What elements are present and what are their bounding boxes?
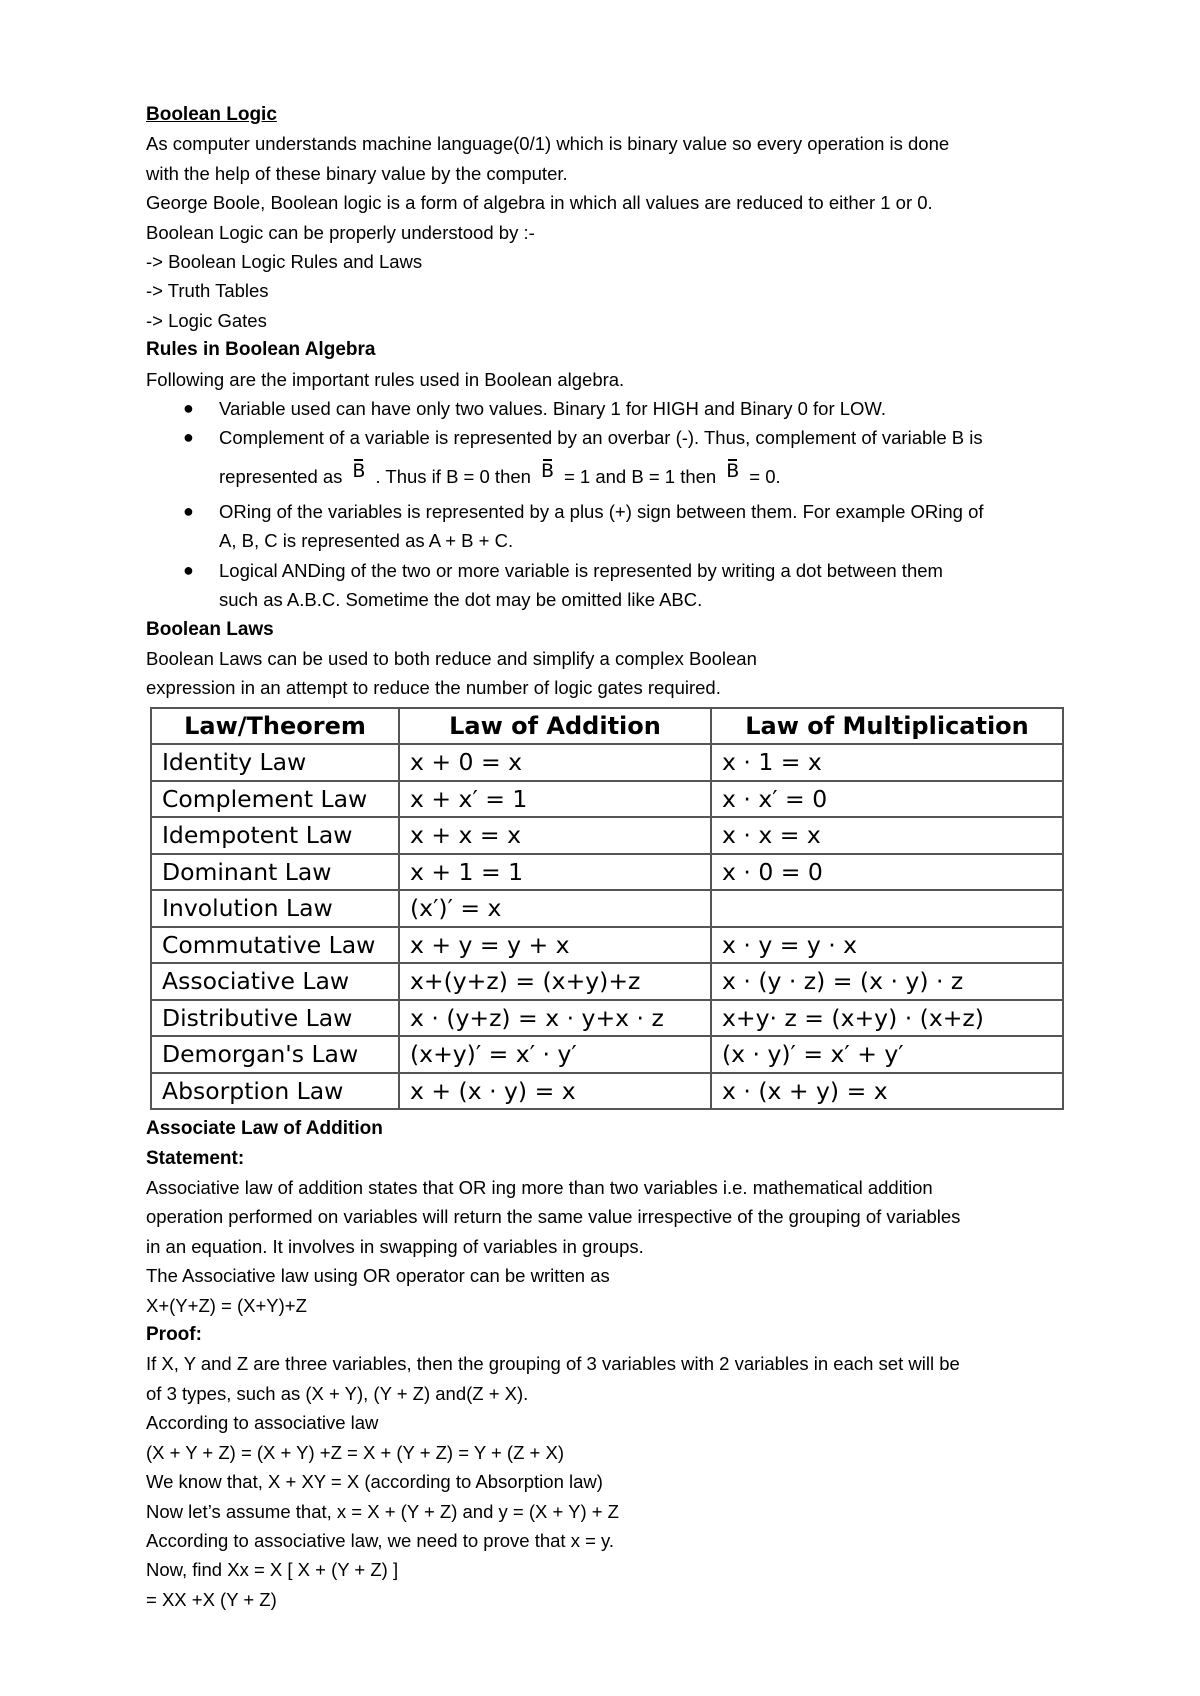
bullet-icon: ● xyxy=(183,398,194,419)
law-name-cell: Absorption Law xyxy=(151,1073,399,1110)
proof-label: Proof: xyxy=(146,1324,202,1346)
law-name-cell: Associative Law xyxy=(151,963,399,1000)
table-header-row xyxy=(151,708,1063,745)
table-row xyxy=(151,927,1063,964)
multiplication-cell: x · x′ = 0 xyxy=(711,781,1063,818)
table-row xyxy=(151,781,1063,818)
rule-text-part: represented as xyxy=(219,465,343,487)
law-name-cell: Involution Law xyxy=(151,890,399,927)
table-row xyxy=(151,890,1063,927)
proof-line: (X + Y + Z) = (X + Y) +Z = X + (Y + Z) = Y + (Z + X) xyxy=(146,1441,564,1463)
rule-text: ORing of the variables is represented by a plus (+) sign between them. For example ORing of xyxy=(219,500,984,522)
multiplication-cell: x · (x + y) = x xyxy=(711,1073,1063,1110)
table-row xyxy=(151,1073,1063,1110)
intro-section xyxy=(146,129,1066,335)
table-row xyxy=(151,1000,1063,1037)
column-header: Law/Theorem xyxy=(151,708,399,745)
addition-cell: x+(y+z) = (x+y)+z xyxy=(399,963,711,1000)
law-name-cell: Demorgan's Law xyxy=(151,1036,399,1073)
laws-intro: expression in an attempt to reduce the number of logic gates required. xyxy=(146,677,721,699)
proof-line: According to associative law, we need to prove that x = y. xyxy=(146,1529,615,1551)
multiplication-cell: x · x = x xyxy=(711,817,1063,854)
table-row xyxy=(151,854,1063,891)
laws-heading: Boolean Laws xyxy=(146,618,274,640)
b-overbar-symbol: B xyxy=(342,461,375,481)
proof-line: According to associative law xyxy=(146,1412,379,1434)
multiplication-cell: x+y· z = (x+y) · (x+z) xyxy=(711,1000,1063,1037)
multiplication-cell: (x · y)′ = x′ + y′ xyxy=(711,1036,1063,1073)
table-row xyxy=(151,744,1063,781)
proof-line: of 3 types, such as (X + Y), (Y + Z) and(Z + X). xyxy=(146,1382,529,1404)
rules-list xyxy=(146,394,1066,614)
bullet-icon: ● xyxy=(183,427,194,448)
intro-line: George Boole, Boolean logic is a form of algebra in which all values are reduced to either 1 or 0. xyxy=(146,192,933,214)
rule-text-part: = 1 and B = 1 then xyxy=(563,465,717,487)
statement-label: Statement: xyxy=(146,1147,245,1169)
proof-line: = XX +X (Y + Z) xyxy=(146,1588,277,1610)
multiplication-cell xyxy=(711,890,1063,927)
statement-line: in an equation. It involves in swapping of variables in groups. xyxy=(146,1235,644,1257)
rules-intro: Following are the important rules used in Boolean algebra. xyxy=(146,368,625,390)
intro-list-item: -> Truth Tables xyxy=(146,280,269,302)
proof-line: We know that, X + XY = X (according to Absorption law) xyxy=(146,1471,603,1493)
associate-heading: Associate Law of Addition xyxy=(146,1118,383,1140)
rule-text-part: = 0. xyxy=(749,465,781,487)
page-title: Boolean Logic xyxy=(146,104,277,125)
rule-item xyxy=(146,394,1066,423)
law-name-cell: Idempotent Law xyxy=(151,817,399,854)
rule-text-complement xyxy=(219,453,1066,497)
proof-line: Now let’s assume that, x = X + (Y + Z) and y = (X + Y) + Z xyxy=(146,1500,619,1522)
rule-text-part: . Thus if B = 0 then xyxy=(375,465,531,487)
statement-line: The Associative law using OR operator can be written as xyxy=(146,1265,610,1287)
addition-cell: (x′)′ = x xyxy=(399,890,711,927)
statement-formula: X+(Y+Z) = (X+Y)+Z xyxy=(146,1294,307,1316)
intro-list-item: -> Logic Gates xyxy=(146,309,267,331)
law-name-cell: Complement Law xyxy=(151,781,399,818)
law-name-cell: Commutative Law xyxy=(151,927,399,964)
multiplication-cell: x · 0 = 0 xyxy=(711,854,1063,891)
b-overbar-symbol: B xyxy=(716,461,749,481)
bullet-icon: ● xyxy=(183,500,194,521)
intro-list-item: -> Boolean Logic Rules and Laws xyxy=(146,251,423,273)
proof-line: If X, Y and Z are three variables, then the grouping of 3 variables with 2 variables in each set will be xyxy=(146,1353,960,1375)
addition-cell: x · (y+z) = x · y+x · z xyxy=(399,1000,711,1037)
statement-line: Associative law of addition states that OR ing more than two variables i.e. mathematical addition xyxy=(146,1177,933,1199)
intro-line: As computer understands machine language(0/1) which is binary value so every operation is done xyxy=(146,133,950,155)
rule-text: Complement of a variable is represented by an overbar (-). Thus, complement of variable B is xyxy=(219,427,983,449)
addition-cell: x + x′ = 1 xyxy=(399,781,711,818)
table-row xyxy=(151,963,1063,1000)
table-row xyxy=(151,1036,1063,1073)
proof-line: Now, find Xx = X [ X + (Y + Z) ] xyxy=(146,1559,399,1581)
law-name-cell: Dominant Law xyxy=(151,854,399,891)
addition-cell: x + y = y + x xyxy=(399,927,711,964)
boolean-laws-table xyxy=(150,707,1064,1111)
intro-line: Boolean Logic can be properly understood by :- xyxy=(146,221,535,243)
addition-cell: x + 1 = 1 xyxy=(399,854,711,891)
law-name-cell: Distributive Law xyxy=(151,1000,399,1037)
addition-cell: x + x = x xyxy=(399,817,711,854)
bullet-icon: ● xyxy=(183,559,194,580)
statement-line: operation performed on variables will return the same value irrespective of the grouping of variables xyxy=(146,1206,961,1228)
rule-text: A, B, C is represented as A + B + C. xyxy=(219,530,514,552)
rule-text: Logical ANDing of the two or more variable is represented by writing a dot between them xyxy=(219,559,943,581)
column-header: Law of Multiplication xyxy=(711,708,1063,745)
addition-cell: x + 0 = x xyxy=(399,744,711,781)
b-overbar-symbol: B xyxy=(531,461,564,481)
addition-cell: (x+y)′ = x′ · y′ xyxy=(399,1036,711,1073)
rule-item xyxy=(146,556,1066,615)
document-content xyxy=(146,100,1066,1614)
multiplication-cell: x · (y · z) = (x · y) · z xyxy=(711,963,1063,1000)
multiplication-cell: x · y = y · x xyxy=(711,927,1063,964)
intro-line: with the help of these binary value by the computer. xyxy=(146,162,568,184)
law-name-cell: Identity Law xyxy=(151,744,399,781)
rule-text: Variable used can have only two values. Binary 1 for HIGH and Binary 0 for LOW. xyxy=(219,398,887,420)
column-header: Law of Addition xyxy=(399,708,711,745)
laws-intro: Boolean Laws can be used to both reduce and simplify a complex Boolean xyxy=(146,647,757,669)
rule-text: such as A.B.C. Sometime the dot may be omitted like ABC. xyxy=(219,589,703,611)
rule-item xyxy=(146,423,1066,496)
addition-cell: x + (x · y) = x xyxy=(399,1073,711,1110)
rule-item xyxy=(146,497,1066,556)
table-row xyxy=(151,817,1063,854)
multiplication-cell: x · 1 = x xyxy=(711,744,1063,781)
rules-heading: Rules in Boolean Algebra xyxy=(146,339,376,361)
